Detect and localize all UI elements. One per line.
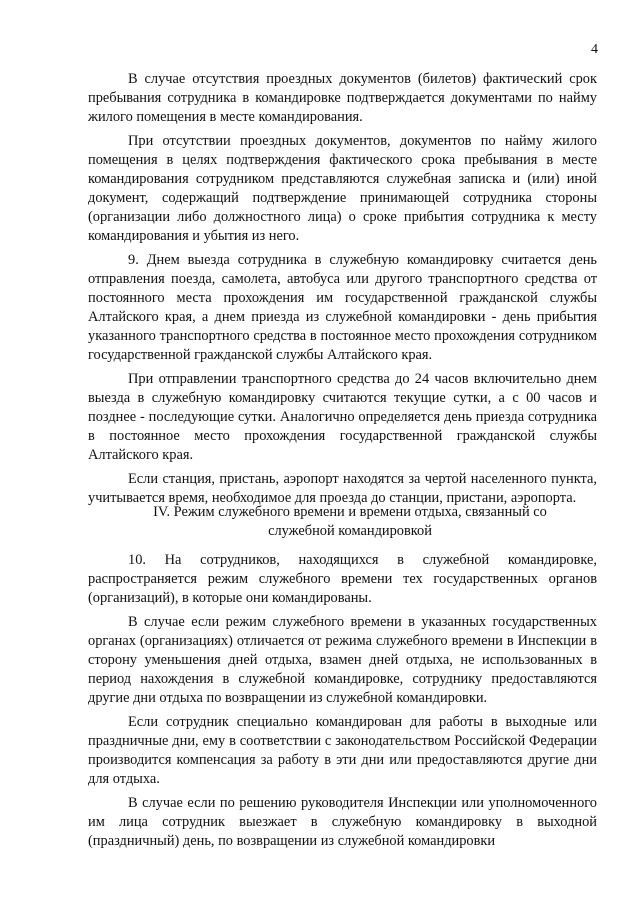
section-heading-line-1: IV. Режим служебного времени и времени отдыха, связанный со xyxy=(153,504,547,520)
paragraph: 9. Днем выезда сотрудника в служебную командировку считается день отправления поезда, самолета, автобуса или другого транспортного средства от постоянного места прохождения им государственной гражданской службы Алтайского края, а днем приезда из служебной командировки - день прибытия указанного транспортного средства в постоянное место прохождения сотрудником государственной гражданской службы Алтайского края. xyxy=(88,252,597,363)
paragraph: При отсутствии проездных документов, документов по найму жилого помещения в целях подтверждения фактического срока пребывания в месте командирования сотрудником представляются служебная записка и (или) иной документ, содержащий подтверждение принимающей сотрудника стороны (организации либо должностного лица) о сроке прибытия сотрудника к месту командирования и убытия из него. xyxy=(88,133,597,244)
text-block-top xyxy=(88,70,597,508)
paragraph: Если сотрудник специально командирован для работы в выходные или праздничные дни, ему в соответствии с законодательством Российской Федерации производится компенсация за работу в эти дни или предоставляются другие дни для отдыха. xyxy=(88,714,597,787)
paragraph: В случае если режим служебного времени в указанных государственных органах (организациях) отличается от режима служебного времени в Инспекции в сторону уменьшения дней отдыха, взамен дней отдыха, не использованных в период нахождения в служебной командировке, сотруднику предоставляются другие дни отдыха по возвращении из служебной командировки. xyxy=(88,614,597,706)
paragraph: В случае если по решению руководителя Инспекции или уполномоченного им лица сотрудник выезжает в служебную командировку в выходной (праздничный) день, по возвращении из служебной командировки xyxy=(88,795,597,849)
section-heading xyxy=(120,503,580,541)
paragraph: При отправлении транспортного средства до 24 часов включительно днем выезда в служебную командировку считаются текущие сутки, а с 00 часов и позднее - последующие сутки. Аналогично определяется день приезда сотрудника в постоянное место прохождения государственной гражданской службы Алтайского края. xyxy=(88,371,597,463)
text-block-bottom xyxy=(88,551,597,851)
paragraph: В случае отсутствия проездных документов (билетов) фактический срок пребывания сотрудника в командировке подтверждается документами по найму жилого помещения в месте командирования. xyxy=(88,71,597,125)
section-heading-line-2: служебной командировкой xyxy=(268,523,432,539)
paragraph: Если станция, пристань, аэропорт находятся за чертой населенного пункта, учитывается время, необходимое для проезда до станции, пристани, аэропорта. xyxy=(88,471,597,506)
page-number: 4 xyxy=(591,42,598,57)
paragraph: 10. На сотрудников, находящихся в служебной командировке, распространяется режим служебного времени тех государственных органов (организаций), в которые они командированы. xyxy=(88,552,597,606)
